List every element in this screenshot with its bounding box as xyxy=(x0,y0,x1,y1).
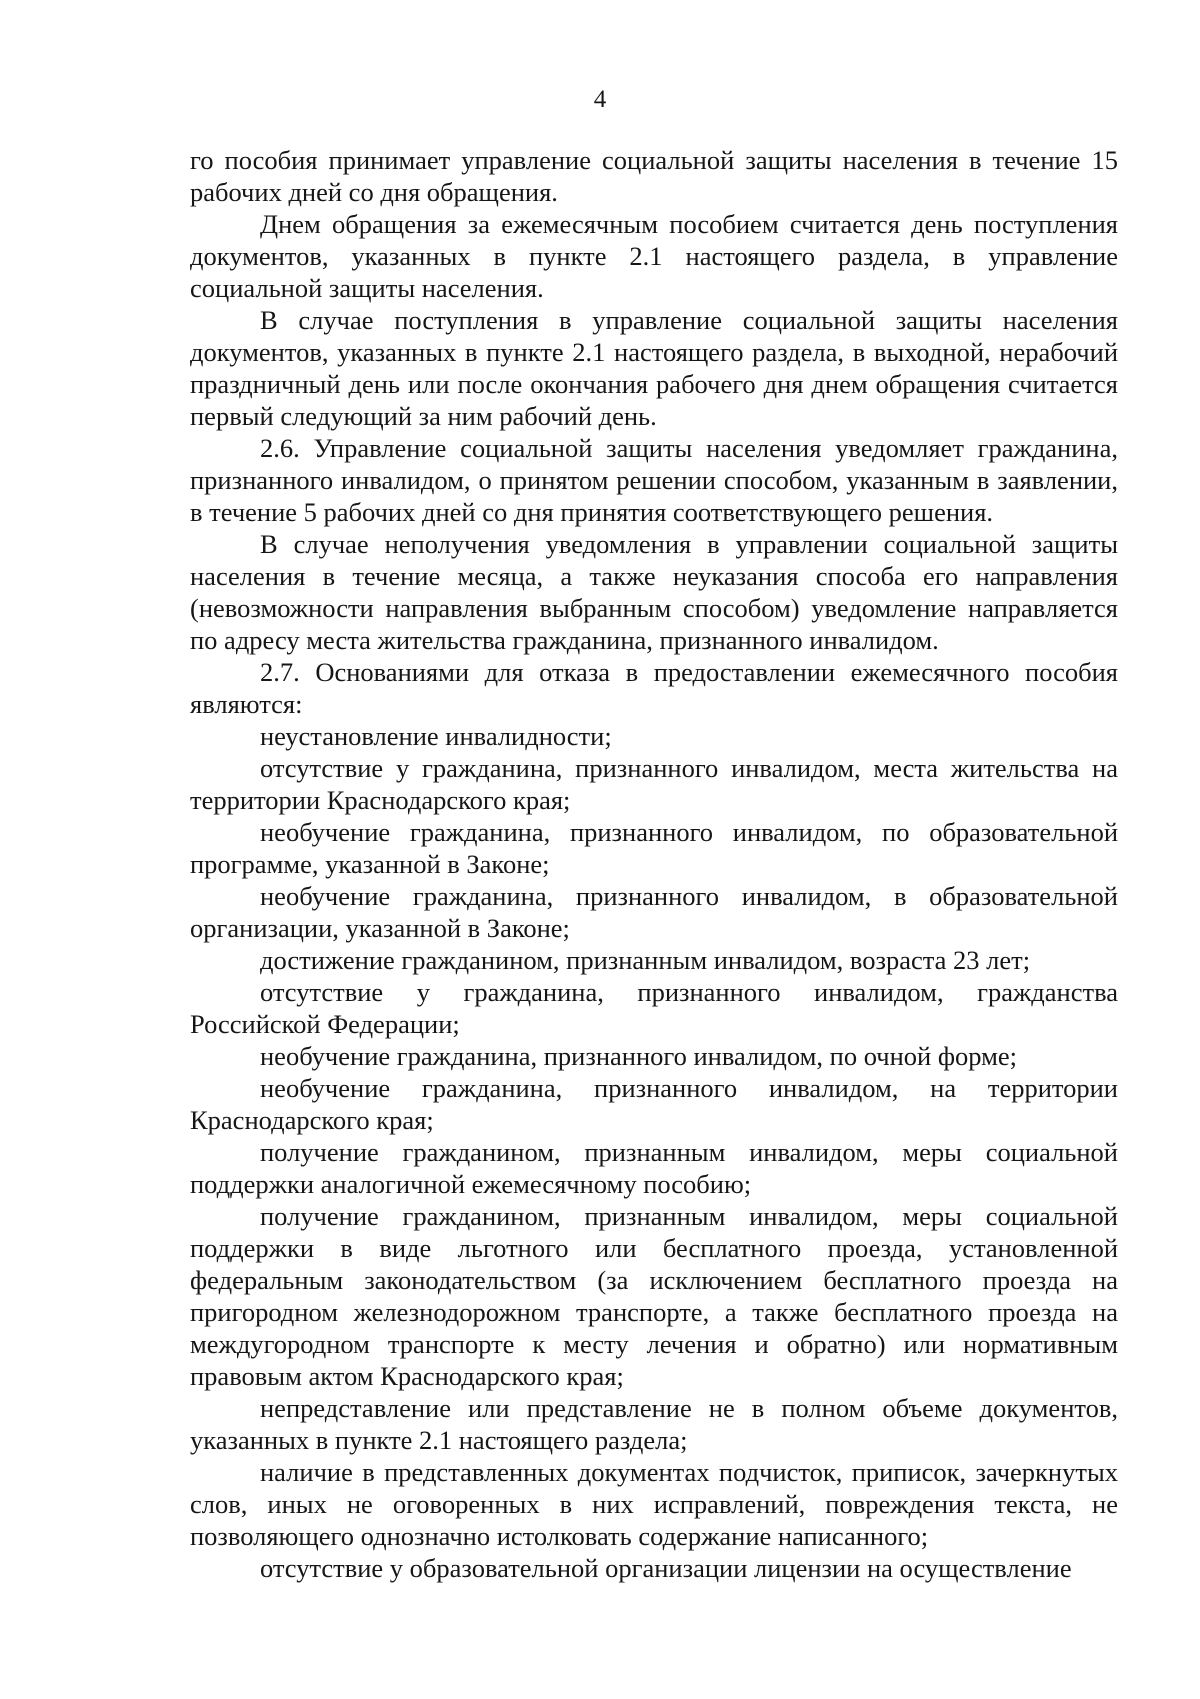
page-number: 4 xyxy=(593,86,607,113)
list-item: получение гражданином, признанным инвалидом, меры социальной поддержки аналогичной ежемесячному пособию; xyxy=(190,1137,1118,1199)
list-item: отсутствие у гражданина, признанного инвалидом, места жительства на территории Краснодарского края; xyxy=(190,753,1118,815)
list-item: достижение гражданином, признанным инвалидом, возраста 23 лет; xyxy=(260,945,1031,975)
paragraph: Днем обращения за ежемесячным пособием считается день поступления документов, указанных в пункте 2.1 настоящего раздела, в управление социальной защиты населения. xyxy=(190,209,1118,303)
paragraph: В случае поступления в управление социальной защиты населения документов, указанных в пункте 2.1 настоящего раздела, в выходной, нерабочий праздничный день или после окончания рабочего дня днем обращения считается первый следующий за ним рабочий день. xyxy=(190,305,1118,431)
paragraph: го пособия принимает управление социальной защиты населения в течение 15 рабочих дней со дня обращения. xyxy=(190,145,1118,207)
paragraph: 2.6. Управление социальной защиты населения уведомляет гражданина, признанного инвалидом, о принятом решении способом, указанным в заявлении, в течение 5 рабочих дней со дня принятия соответствующего решения. xyxy=(190,433,1118,527)
list-item: отсутствие у образовательной организации лицензии на осуществление xyxy=(260,1553,1072,1583)
list-item: необучение гражданина, признанного инвалидом, по образовательной программе, указанной в Законе; xyxy=(190,817,1118,879)
list-item: необучение гражданина, признанного инвалидом, в образовательной организации, указанной в Законе; xyxy=(190,881,1118,943)
list-item: наличие в представленных документах подчисток, приписок, зачеркнутых слов, иных не оговоренных в них исправлений, повреждения текста, не позволяющего однозначно истолковать содержание написанного; xyxy=(190,1457,1118,1551)
list-item: непредставление или представление не в полном объеме документов, указанных в пункте 2.1 настоящего раздела; xyxy=(190,1393,1118,1455)
paragraph: 2.7. Основаниями для отказа в предоставлении ежемесячного пособия являются: xyxy=(190,657,1118,719)
paragraph: В случае неполучения уведомления в управлении социальной защиты населения в течение месяца, а также неуказания способа его направления (невозможности направления выбранным способом) уведомление направляется по адресу места жительства гражданина, признанного инвалидом. xyxy=(190,529,1118,655)
list-item: необучение гражданина, признанного инвалидом, на территории Краснодарского края; xyxy=(190,1073,1118,1135)
list-item: отсутствие у гражданина, признанного инвалидом, гражданства Российской Федерации; xyxy=(190,977,1118,1039)
document-body xyxy=(190,144,1118,1584)
list-item: получение гражданином, признанным инвалидом, меры социальной поддержки в виде льготного или бесплатного проезда, установленной федеральным законодательством (за исключением бесплатного проезда на пригородном железнодорожном транспорте, а также бесплатного проезда на междугородном транспорте к месту лечения и обратно) или нормативным правовым актом Краснодарского края; xyxy=(190,1201,1118,1391)
list-item: необучение гражданина, признанного инвалидом, по очной форме; xyxy=(260,1041,1017,1071)
list-item: неустановление инвалидности; xyxy=(260,721,612,751)
